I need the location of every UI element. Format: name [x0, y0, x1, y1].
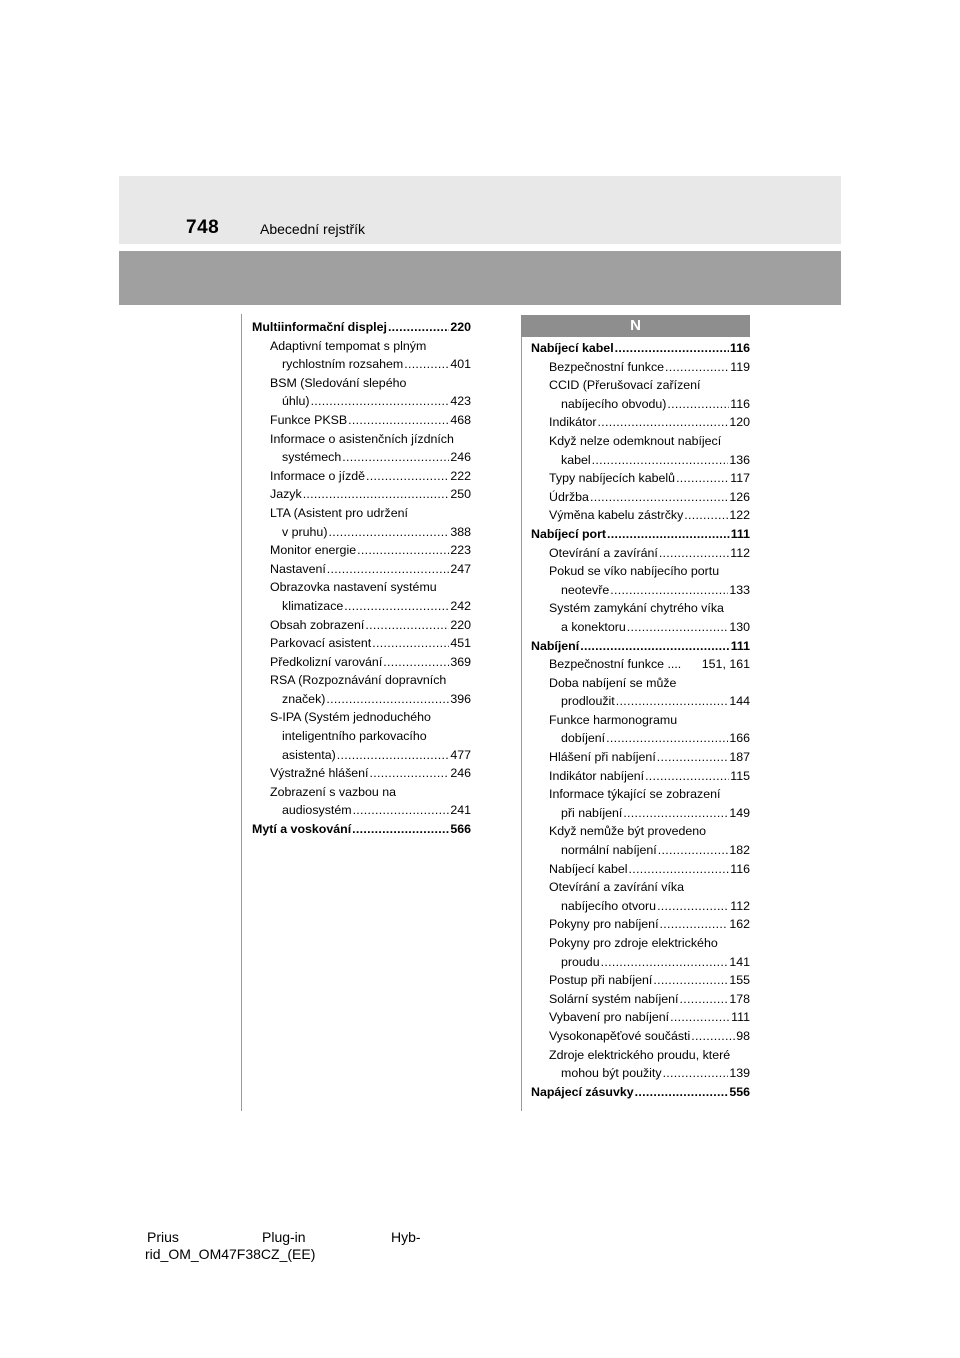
entry-text-line: Zobrazení s vazbou na: [270, 784, 397, 799]
index-subentry: [531, 674, 750, 711]
entry-final-line: [531, 897, 750, 916]
entry-final-line: [531, 1027, 750, 1046]
entry-final-line: [531, 413, 750, 432]
entry-label: Otevírání a zavírání: [549, 545, 658, 560]
entry-final-line: [531, 525, 750, 544]
index-subentry: [531, 469, 750, 488]
leader-dots: [659, 544, 729, 563]
entry-label: Nastavení: [270, 561, 326, 576]
leader-dots: [670, 1008, 730, 1027]
entry-text-line: Když nemůže být provedeno: [549, 824, 707, 839]
entry-label: Výměna kabelu zástrčky: [549, 508, 684, 523]
entry-final-line: [531, 915, 750, 934]
leader-dots: [366, 467, 449, 486]
index-subentry: [252, 485, 471, 504]
index-subentry: [531, 822, 750, 859]
entry-text-line: Informace týkající se zobrazení: [549, 787, 721, 802]
index-subentry: [531, 878, 750, 915]
entry-label: Postup při nabíjení: [549, 973, 653, 988]
entry-label: Jazyk: [270, 487, 302, 502]
index-subentry: [531, 748, 750, 767]
entry-label: neotevře: [561, 582, 610, 597]
leader-dots: [658, 841, 729, 860]
index-entry-main: [252, 318, 471, 337]
entry-page-number: 155: [729, 973, 750, 988]
entry-page-number: 122: [729, 508, 750, 523]
entry-page-number: 222: [450, 468, 471, 483]
leader-dots: [326, 690, 449, 709]
index-subentry: [531, 860, 750, 879]
entry-label: Předkolizní varování: [270, 654, 383, 669]
entry-final-line: [252, 318, 471, 337]
entry-label: Bezpečnostní funkce: [549, 359, 665, 374]
entry-text-line: inteligentního parkovacího: [282, 729, 427, 744]
entry-final-line: [531, 1008, 750, 1027]
entry-label: Údržba: [549, 489, 589, 504]
left-column-rule: [241, 314, 242, 1111]
index-subentry: [252, 560, 471, 579]
index-subentry: [531, 599, 750, 636]
entry-page-number: 136: [729, 452, 750, 467]
leader-dots: [388, 318, 449, 337]
entry-label: nabíjecího otvoru: [561, 898, 657, 913]
entry-text-line: Pokud se víko nabíjecího portu: [549, 564, 720, 579]
index-subentry: [252, 634, 471, 653]
index-column-left: [252, 318, 471, 839]
entry-label: klimatizace: [282, 598, 344, 613]
entry-text-line: Když nelze odemknout nabíjecí: [549, 433, 722, 448]
leader-dots: [679, 990, 728, 1009]
entry-label: mohou být použity: [561, 1066, 662, 1081]
index-entry-main: [252, 820, 471, 839]
entry-page-number: 149: [729, 805, 750, 820]
entry-text-line: Doba nabíjení se může: [549, 675, 677, 690]
footer-model-word-2: Plug-in: [262, 1229, 306, 1245]
index-subentry: [531, 506, 750, 525]
section-title: Abecední rejstřík: [260, 221, 366, 237]
index-subentry: [531, 413, 750, 432]
entry-final-line: [252, 448, 471, 467]
entry-page-number: 111: [731, 1010, 750, 1025]
entry-label: Indikátor nabíjení: [549, 768, 645, 783]
entry-page-number: 451: [450, 636, 471, 651]
entry-final-line: [531, 860, 750, 879]
entry-page-number: 111: [730, 526, 750, 541]
index-subentry: [531, 971, 750, 990]
index-subentry: [531, 562, 750, 599]
entry-final-line: [252, 523, 471, 542]
entry-final-line: [531, 767, 750, 786]
index-subentry: [252, 374, 471, 411]
entry-final-line: [252, 801, 471, 820]
entry-text-line: Zdroje elektrického proudu, které: [549, 1047, 731, 1062]
entry-label: Výstražné hlášení: [270, 766, 369, 781]
leader-dots: [610, 581, 728, 600]
leader-dots: [365, 616, 449, 635]
entry-final-line: [252, 467, 471, 486]
entry-label: Parkovací asistent: [270, 636, 372, 651]
leader-dots: [667, 395, 729, 414]
entry-page-number: 388: [450, 524, 471, 539]
entry-page-number: 182: [729, 843, 750, 858]
index-subentry: [531, 432, 750, 469]
entry-label: Funkce PKSB: [270, 412, 348, 427]
entry-label: Vybavení pro nabíjení: [549, 1010, 670, 1025]
entry-text-line: LTA (Asistent pro udržení: [270, 505, 408, 520]
entry-final-line: [252, 653, 471, 672]
entry-final-line: [531, 544, 750, 563]
entry-final-line: [531, 748, 750, 767]
entry-text-line: S-IPA (Systém jednoduchého: [270, 710, 431, 725]
leader-dots: [352, 820, 449, 839]
leader-dots: [357, 541, 449, 560]
leader-dots: [328, 523, 449, 542]
index-subentry: [531, 990, 750, 1009]
leader-dots: [615, 339, 729, 358]
index-subentry: [252, 708, 471, 764]
index-subentry: [531, 1027, 750, 1046]
entry-page-number: 111: [730, 638, 750, 653]
entry-page-number: 369: [450, 654, 471, 669]
leader-dots: [348, 411, 449, 430]
entry-label: Typy nabíjecích kabelů: [549, 471, 676, 486]
leader-dots: [657, 897, 729, 916]
entry-page-number: 117: [730, 471, 750, 486]
entry-label: Bezpečnostní funkce ....: [549, 657, 682, 672]
header-top-band: [119, 176, 841, 244]
entry-label: úhlu): [282, 394, 310, 409]
entry-text-line: Systém zamykání chytrého víka: [549, 601, 724, 616]
entry-page-number: 116: [730, 341, 750, 355]
entry-label: Solární systém nabíjení: [549, 991, 679, 1006]
entry-final-line: [531, 637, 750, 656]
leader-dots: [327, 560, 450, 579]
entry-final-line: [531, 1083, 750, 1102]
entry-label: dobíjení: [561, 731, 606, 746]
index-subentry: [531, 488, 750, 507]
entry-final-line: [252, 616, 471, 635]
entry-label: audiosystém: [282, 803, 352, 818]
entry-page-number: 566: [450, 822, 471, 837]
index-subentry: [252, 616, 471, 635]
entry-page-number: 247: [450, 561, 471, 576]
index-subentry: [252, 653, 471, 672]
index-entry-main: [531, 339, 750, 358]
entry-page-number: 116: [730, 396, 750, 411]
page-number: 748: [186, 217, 220, 238]
entry-final-line: [252, 355, 471, 374]
entry-label: Nabíjecí port: [531, 526, 607, 541]
entry-label: proudu: [561, 954, 600, 969]
leader-dots: [337, 746, 450, 765]
leader-dots: [580, 637, 729, 656]
header-gray-band: [119, 251, 841, 305]
entry-final-line: [252, 560, 471, 579]
entry-page-number: 141: [729, 954, 750, 969]
entry-label: Mytí a voskování: [252, 822, 352, 837]
entry-page-number: 423: [450, 394, 471, 409]
entry-text-line: Adaptivní tempomat s plným: [270, 338, 427, 353]
entry-label: a konektoru: [561, 619, 626, 634]
index-subentry: [531, 376, 750, 413]
entry-page-number: 166: [729, 731, 750, 746]
footer-model-word-1: Prius: [147, 1229, 179, 1245]
entry-text-line: Otevírání a zavírání víka: [549, 880, 684, 895]
entry-page-number: 162: [729, 917, 750, 932]
entry-page-number: 120: [729, 415, 750, 430]
entry-label: nabíjecího obvodu): [561, 396, 667, 411]
leader-dots: [372, 634, 449, 653]
entry-label: Indikátor: [549, 415, 597, 430]
entry-label: Pokyny pro nabíjení: [549, 917, 659, 932]
index-subentry: [531, 915, 750, 934]
entry-page-number: 241: [450, 803, 471, 818]
leader-dots: [383, 653, 449, 672]
entry-page-number: 126: [729, 489, 750, 504]
index-entry-main: [531, 1083, 750, 1102]
entry-page-number: 187: [729, 750, 750, 765]
entry-final-line: [531, 692, 750, 711]
leader-dots: [590, 488, 728, 507]
leader-dots: [627, 618, 729, 637]
leader-dots: [629, 860, 730, 879]
leader-dots: [623, 804, 728, 823]
entry-final-line: [531, 358, 750, 377]
entry-label: prodloužit: [561, 694, 615, 709]
entry-label: Napájecí zásuvky: [531, 1084, 634, 1099]
entry-label: Hlášení při nabíjení: [549, 750, 656, 765]
entry-page-number: 151, 161: [701, 657, 750, 672]
index-entry-main: [531, 525, 750, 544]
entry-label: Vysokonapěťové součásti: [549, 1028, 691, 1043]
leader-dots: [606, 729, 728, 748]
entry-label: v pruhu): [282, 524, 328, 539]
entry-label: značek): [282, 691, 326, 706]
entry-label: Monitor energie: [270, 543, 357, 558]
entry-final-line: [252, 392, 471, 411]
entry-page-number: 220: [450, 617, 471, 632]
leader-dots: [404, 355, 449, 374]
entry-page-number: 178: [729, 991, 750, 1006]
index-subentry: [252, 578, 471, 615]
entry-final-line: [531, 618, 750, 637]
entry-final-line: [531, 339, 750, 358]
leader-dots: [616, 692, 729, 711]
entry-page-number: 556: [729, 1084, 750, 1099]
index-subentry: [531, 655, 750, 674]
entry-final-line: [531, 655, 750, 674]
leader-dots: [653, 971, 728, 990]
entry-page-number: 144: [729, 694, 750, 709]
index-subentry: [531, 544, 750, 563]
index-subentry: [252, 764, 471, 783]
index-subentry: [531, 785, 750, 822]
entry-page-number: 223: [450, 543, 471, 558]
index-subentry: [252, 783, 471, 820]
entry-final-line: [252, 634, 471, 653]
entry-page-number: 130: [729, 619, 750, 634]
entry-final-line: [252, 541, 471, 560]
leader-dots: [592, 451, 729, 470]
entry-page-number: 139: [729, 1066, 750, 1081]
entry-page-number: 220: [450, 320, 471, 334]
entry-final-line: [531, 581, 750, 600]
entry-final-line: [531, 729, 750, 748]
entry-final-line: [252, 820, 471, 839]
entry-page-number: 115: [730, 768, 750, 783]
entry-final-line: [252, 764, 471, 783]
entry-final-line: [531, 506, 750, 525]
entry-final-line: [531, 395, 750, 414]
index-subentry: [252, 467, 471, 486]
leader-dots: [660, 915, 729, 934]
leader-dots: [303, 485, 450, 504]
entry-label: Informace o jízdě: [270, 468, 366, 483]
index-subentry: [252, 541, 471, 560]
entry-final-line: [531, 469, 750, 488]
entry-page-number: 98: [736, 1028, 750, 1043]
entry-label: rychlostním rozsahem: [282, 357, 404, 372]
entry-label: Nabíjení: [531, 638, 580, 653]
entry-final-line: [531, 990, 750, 1009]
index-subentry: [531, 767, 750, 786]
entry-page-number: 133: [729, 582, 750, 597]
leader-dots: [663, 1064, 729, 1083]
entry-final-line: [252, 746, 471, 765]
entry-text-line: Funkce harmonogramu: [549, 712, 678, 727]
entry-page-number: 112: [730, 898, 750, 913]
entry-page-number: 246: [450, 450, 471, 465]
entry-final-line: [531, 804, 750, 823]
index-subentry: [531, 934, 750, 971]
entry-final-line: [531, 953, 750, 972]
index-subentry: [252, 671, 471, 708]
entry-text-line: CCID (Přerušovací zařízení: [549, 378, 701, 393]
entry-page-number: 468: [450, 412, 471, 427]
leader-dots: [657, 748, 729, 767]
entry-label: při nabíjení: [561, 805, 623, 820]
entry-final-line: [531, 841, 750, 860]
entry-page-number: 119: [730, 359, 750, 374]
entry-page-number: 401: [450, 357, 471, 372]
footer-model-word-3: Hyb-: [391, 1229, 421, 1245]
entry-label: Nabíjecí kabel: [531, 341, 614, 355]
leader-dots: [344, 597, 449, 616]
entry-label: normální nabíjení: [561, 843, 657, 858]
leader-dots: [665, 358, 729, 377]
entry-final-line: [531, 451, 750, 470]
entry-label: Multiinformační displej: [252, 320, 387, 334]
index-subentry: [531, 358, 750, 377]
entry-final-line: [252, 485, 471, 504]
entry-page-number: 396: [450, 691, 471, 706]
entry-page-number: 477: [450, 747, 471, 762]
index-subentry: [531, 711, 750, 748]
leader-dots: [676, 469, 729, 488]
entry-final-line: [252, 411, 471, 430]
entry-final-line: [531, 1064, 750, 1083]
entry-final-line: [531, 488, 750, 507]
entry-label: kabel: [561, 452, 591, 467]
entry-text-line: Informace o asistenčních jízdních: [270, 431, 454, 446]
index-column-right: [531, 339, 750, 1101]
leader-dots: [598, 413, 729, 432]
entry-final-line: [252, 690, 471, 709]
entry-page-number: 112: [730, 545, 750, 560]
entry-text-line: Obrazovka nastavení systému: [270, 580, 437, 595]
index-subentry: [531, 1046, 750, 1083]
leader-dots: [684, 506, 728, 525]
leader-dots: [311, 392, 450, 411]
footer-document-code: rid_OM_OM47F38CZ_(EE): [145, 1246, 316, 1262]
leader-dots: [691, 1027, 735, 1046]
index-subentry: [252, 337, 471, 374]
entry-text-line: Pokyny pro zdroje elektrického: [549, 936, 718, 950]
entry-final-line: [531, 971, 750, 990]
entry-page-number: 246: [450, 766, 471, 781]
entry-page-number: 242: [450, 598, 471, 613]
entry-label: asistenta): [282, 747, 336, 762]
right-column-rule: [521, 337, 522, 1111]
entry-label: systémech: [282, 450, 342, 465]
entry-label: Obsah zobrazení: [270, 617, 365, 632]
leader-dots: [635, 1083, 729, 1102]
leader-dots: [607, 525, 730, 544]
leader-dots: [601, 953, 729, 972]
entry-text-line: BSM (Sledování slepého: [270, 375, 407, 390]
leader-dots: [645, 767, 729, 786]
index-subentry: [252, 504, 471, 541]
entry-page-number: 250: [450, 487, 471, 502]
entry-label: Nabíjecí kabel: [549, 861, 628, 876]
index-subentry: [252, 430, 471, 467]
entry-text-line: RSA (Rozpoznávání dopravních: [270, 673, 447, 688]
leader-dots: [353, 801, 450, 820]
index-subentry: [531, 1008, 750, 1027]
leader-dots: [342, 448, 449, 467]
index-letter-heading: N: [521, 315, 750, 337]
leader-dots: [370, 764, 450, 783]
entry-final-line: [252, 597, 471, 616]
index-entry-main: [531, 637, 750, 656]
index-subentry: [252, 411, 471, 430]
entry-page-number: 116: [730, 861, 750, 876]
footer: [147, 1229, 447, 1263]
